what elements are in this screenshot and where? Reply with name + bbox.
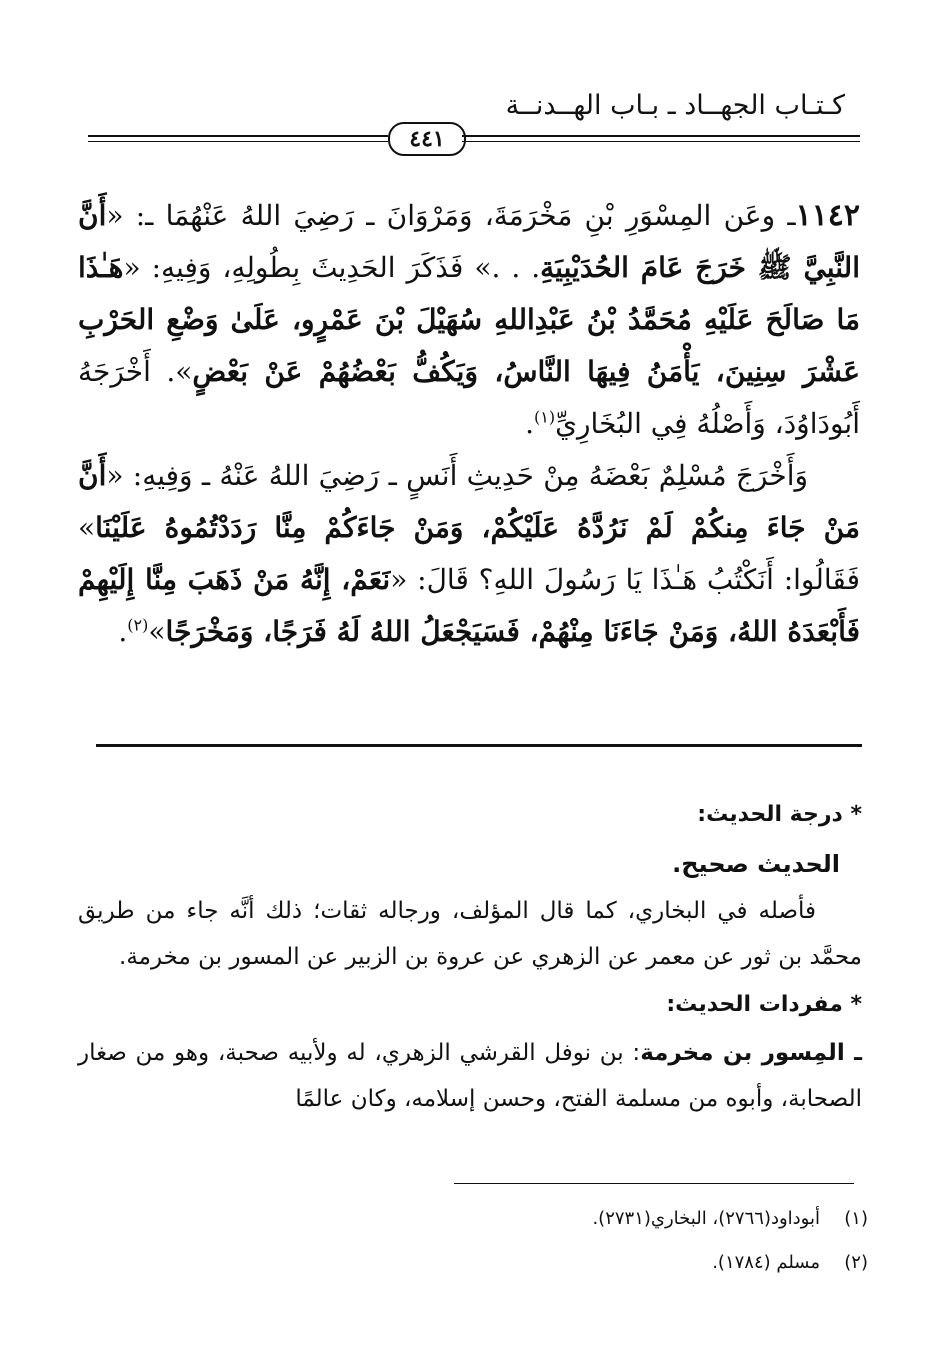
grade-heading: * درجة الحديث:	[697, 802, 862, 827]
hadith-quote: أَنَّ مَنْ جَاءَ مِنكُمْ لَمْ نَرُدَّهُ عَلَيْكُمْ، وَمَنْ جَاءَكُمْ مِنَّا رَدَدْتُمُوهُ عَلَيْنَا	[78, 459, 860, 544]
hadith-number: ١١٤٢	[795, 198, 860, 233]
section-divider	[96, 744, 862, 747]
footnote	[88, 1197, 868, 1241]
hadith-intro: وَأَخْرَجَ مُسْلِمٌ بَعْضَهُ مِنْ حَدِيثِ أَنَسٍ ـ رَضِيَ اللهُ عَنْهُ ـ وَفِيهِ: «	[106, 459, 808, 492]
footnote-reference: (٢)	[127, 615, 149, 635]
vocab-term: ـ المِسور بن مخرمة	[640, 1040, 862, 1066]
hadith-quote: نَعَمْ، إِنَّهُ مَنْ ذَهَبَ مِنَّا إِلَيْهِمْ فَأَبْعَدَهُ اللهُ، وَمَنْ جَاءَنَا مِنْهُمْ، فَسَيَجْعَلُ اللهُ لَهُ فَرَجًا، وَمَخْرَجًا	[78, 563, 860, 648]
hadith-source: ». أَخْرَجَهُ أَبُودَاوُدَ، وَأَصْلُهُ فِي البُخَارِيِّ	[78, 355, 860, 440]
commentary	[78, 790, 862, 1122]
footnote-separator	[454, 1183, 854, 1184]
hadith-end: .	[118, 615, 128, 648]
header-rule	[88, 122, 860, 158]
vocab-definition: : بن نوفل القرشي الزهري، له ولأبيه صحبة، وهو من صغار الصحابة، وأبوه من مسلمة الفتح، وحسن إسلامه، وكان عالمًا	[78, 1040, 862, 1112]
footnote-reference: (١)	[534, 407, 556, 427]
hadith-connector: . . .» فَذَكَرَ الحَدِيثَ بِطُولِهِ، وَفِيهِ: «	[123, 251, 541, 284]
header-rule-left-line	[88, 135, 388, 142]
hadith-intro: ـ وعَن المِسْوَرِ بْنِ مَخْرَمَةَ، وَمَرْوَانَ ـ رَضِيَ اللهُ عَنْهُمَا ـ: «	[106, 199, 796, 232]
footnote-mark: (٢)	[844, 1252, 868, 1273]
hadith-quote: أَنَّ النَّبِيَّ ﷺ خَرَجَ عَامَ الحُدَيْبِيَةِ	[78, 199, 860, 284]
grade-text: فأصله في البخاري، كما قال المؤلف، ورجاله ثقات؛ ذلك أنَّه جاء من طريق محمَّد بن ثور عن معمر عن الزهري عن عروة بن الزبير عن المسور بن مخرمة.	[78, 898, 862, 970]
header-rule-right-line	[462, 135, 860, 142]
hadith-connector: » فَقَالُوا: أَنَكْتُبُ هَـٰذَا يَا رَسُولَ اللهِ؟ قَالَ: «	[78, 511, 860, 596]
page-number: ٤٤١	[388, 122, 466, 156]
vocab-heading: * مفردات الحديث:	[666, 992, 862, 1017]
footnote	[88, 1241, 868, 1285]
footnote-text: مسلم (١٧٨٤).	[712, 1252, 820, 1273]
footnotes	[88, 1197, 868, 1285]
footnote-mark: (١)	[844, 1208, 868, 1229]
footnote-text: أبوداود(٢٧٦٦)، البخاري(٢٧٣١).	[592, 1208, 820, 1229]
grade-verdict: الحديث صحيح.	[672, 850, 840, 878]
hadith-source: »	[148, 615, 166, 648]
hadith-paragraph-2	[78, 450, 860, 658]
hadith-quote: هَـٰذَا مَا صَالَحَ عَلَيْهِ مُحَمَّدُ بْنُ عَبْدِاللهِ سُهَيْلَ بْنَ عَمْرٍو، عَلَىٰ وَضْعِ الحَرْبِ عَشْرَ سِنِينَ، يَأْمَنُ فِيهَا النَّاسُ، وَيَكُفُّ بَعْضُهُمْ عَنْ بَعْضٍ	[78, 251, 860, 388]
vocab-entry	[78, 1030, 862, 1122]
running-header: كـتـاب الجهــاد ـ بـاب الهــدنــة	[505, 90, 845, 121]
hadith-text	[78, 190, 860, 658]
hadith-paragraph-1	[78, 190, 860, 450]
hadith-end: .	[525, 407, 534, 440]
